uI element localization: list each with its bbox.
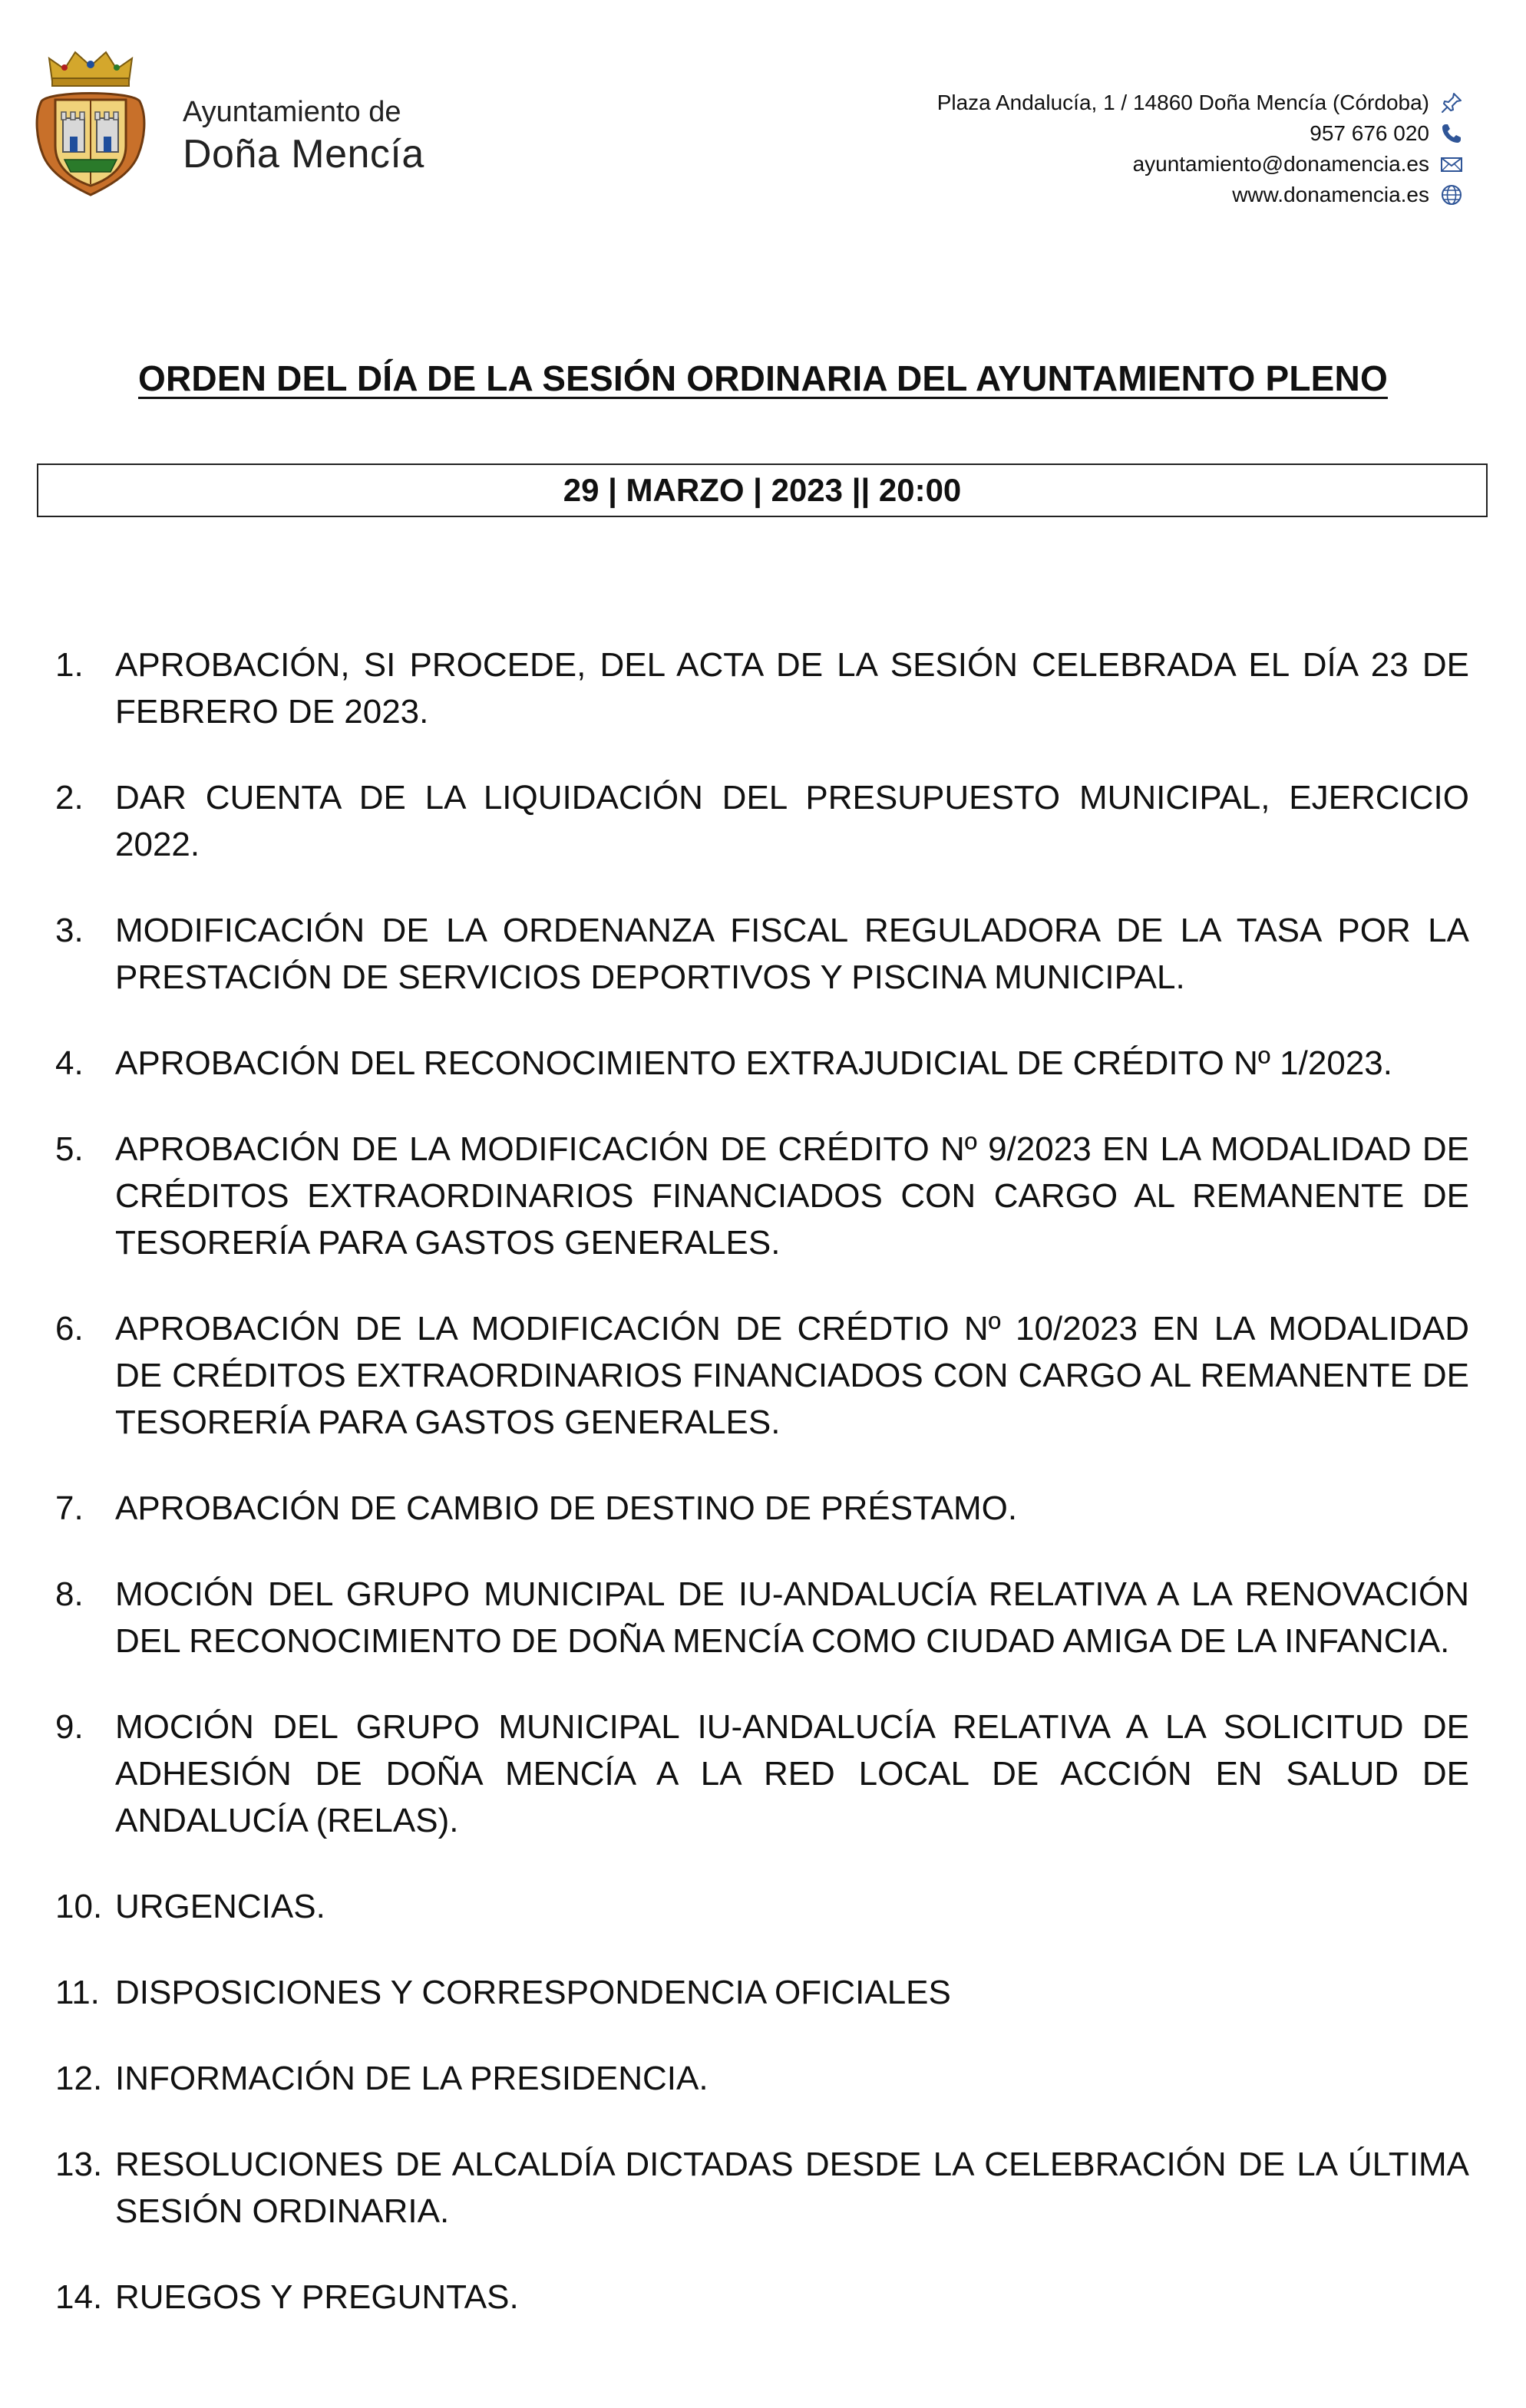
agenda-item: [55, 907, 1469, 1001]
contact-phone-text: 957 676 020: [1310, 121, 1429, 145]
agenda-item: [55, 1485, 1469, 1532]
agenda-item-number: 7.: [55, 1489, 84, 1527]
contact-address: [937, 87, 1463, 118]
agenda-item: [55, 2274, 1469, 2321]
contact-email-text: ayuntamiento@donamencia.es: [1132, 152, 1429, 176]
agenda-item: [55, 1704, 1469, 1844]
agenda-item-text: URGENCIAS.: [115, 1888, 325, 1925]
contact-email: [937, 149, 1463, 180]
agenda-item-text: APROBACIÓN, SI PROCEDE, DEL ACTA DE LA SESIÓN CELEBRADA EL DÍA 23 DE FEBRERO DE 2023.: [115, 646, 1469, 731]
agenda-item: [55, 1126, 1469, 1266]
agenda-item-number: 9.: [55, 1708, 84, 1746]
mail-icon: [1440, 153, 1463, 176]
contact-website: [937, 180, 1463, 210]
document-title: ORDEN DEL DÍA DE LA SESIÓN ORDINARIA DEL AYUNTAMIENTO PLENO: [138, 358, 1388, 398]
organization-name-line2: Doña Mencía: [183, 132, 424, 176]
agenda-item: [55, 2055, 1469, 2102]
contact-phone: [937, 118, 1463, 149]
organization-name-line1: Ayuntamiento de: [183, 96, 401, 128]
contact-block: [937, 87, 1463, 210]
agenda-item: [55, 1969, 1469, 2016]
agenda-item: [55, 642, 1469, 735]
agenda-item-text: APROBACIÓN DE CAMBIO DE DESTINO DE PRÉSTAMO.: [115, 1489, 1018, 1527]
agenda-item-number: 13.: [55, 2146, 103, 2183]
agenda-item: [55, 1305, 1469, 1446]
agenda-list: [55, 642, 1469, 2360]
organization-name: [183, 94, 424, 178]
session-date-text: 29 | MARZO | 2023 || 20:00: [563, 472, 962, 508]
letterhead: [0, 0, 1526, 230]
agenda-item-text: INFORMACIÓN DE LA PRESIDENCIA.: [115, 2060, 708, 2097]
globe-icon: [1440, 183, 1463, 206]
agenda-item-number: 4.: [55, 1044, 84, 1082]
agenda-item-text: APROBACIÓN DEL RECONOCIMIENTO EXTRAJUDICIAL DE CRÉDITO Nº 1/2023.: [115, 1044, 1392, 1082]
phone-icon: [1440, 122, 1463, 145]
agenda-item: [55, 1571, 1469, 1664]
agenda-item-text: DISPOSICIONES Y CORRESPONDENCIA OFICIALES: [115, 1974, 951, 2011]
agenda-item-text: RESOLUCIONES DE ALCALDÍA DICTADAS DESDE LA CELEBRACIÓN DE LA ÚLTIMA SESIÓN ORDINARIA.: [115, 2146, 1469, 2230]
contact-website-text: www.donamencia.es: [1232, 183, 1429, 206]
session-date-box: [37, 463, 1488, 517]
agenda-item-text: MOCIÓN DEL GRUPO MUNICIPAL IU-ANDALUCÍA RELATIVA A LA SOLICITUD DE ADHESIÓN DE DOÑA MENCÍA A LA RED LOCAL DE ACCIÓN EN SALUD DE ANDALUCÍA (RELAS).: [115, 1708, 1469, 1839]
pin-icon: [1440, 91, 1463, 114]
coat-of-arms-icon: [34, 48, 147, 201]
agenda-item: [55, 2141, 1469, 2235]
agenda-item-number: 8.: [55, 1575, 84, 1613]
agenda-item: [55, 774, 1469, 868]
agenda-item-text: RUEGOS Y PREGUNTAS.: [115, 2278, 519, 2316]
agenda-item-text: MOCIÓN DEL GRUPO MUNICIPAL DE IU-ANDALUCÍA RELATIVA A LA RENOVACIÓN DEL RECONOCIMIENTO DE DOÑA MENCÍA COMO CIUDAD AMIGA DE LA INFANCIA.: [115, 1575, 1469, 1660]
agenda-item: [55, 1040, 1469, 1087]
agenda-item-number: 5.: [55, 1130, 84, 1168]
agenda-item-number: 10.: [55, 1888, 103, 1925]
agenda-item-number: 14.: [55, 2278, 103, 2316]
agenda-item-text: DAR CUENTA DE LA LIQUIDACIÓN DEL PRESUPUESTO MUNICIPAL, EJERCICIO 2022.: [115, 779, 1469, 863]
agenda-item: [55, 1883, 1469, 1930]
agenda-item-number: 12.: [55, 2060, 103, 2097]
agenda-item-number: 2.: [55, 779, 84, 816]
agenda-item-number: 11.: [55, 1974, 100, 2011]
agenda-item-text: APROBACIÓN DE LA MODIFICACIÓN DE CRÉDITO Nº 9/2023 EN LA MODALIDAD DE CRÉDITOS EXTRAORDINARIOS FINANCIADOS CON CARGO AL REMANENTE DE TESORERÍA PARA GASTOS GENERALES.: [115, 1130, 1469, 1262]
agenda-item-number: 3.: [55, 912, 84, 949]
agenda-item-text: APROBACIÓN DE LA MODIFICACIÓN DE CRÉDTIO Nº 10/2023 EN LA MODALIDAD DE CRÉDITOS EXTRAORDINARIOS FINANCIADOS CON CARGO AL REMANENTE DE TESORERÍA PARA GASTOS GENERALES.: [115, 1310, 1469, 1441]
agenda-item-text: MODIFICACIÓN DE LA ORDENANZA FISCAL REGULADORA DE LA TASA POR LA PRESTACIÓN DE SERVICIOS DEPORTIVOS Y PISCINA MUNICIPAL.: [115, 912, 1469, 996]
agenda-item-number: 1.: [55, 646, 84, 684]
contact-address-text: Plaza Andalucía, 1 / 14860 Doña Mencía (Córdoba): [936, 91, 1429, 114]
agenda-item-number: 6.: [55, 1310, 84, 1347]
